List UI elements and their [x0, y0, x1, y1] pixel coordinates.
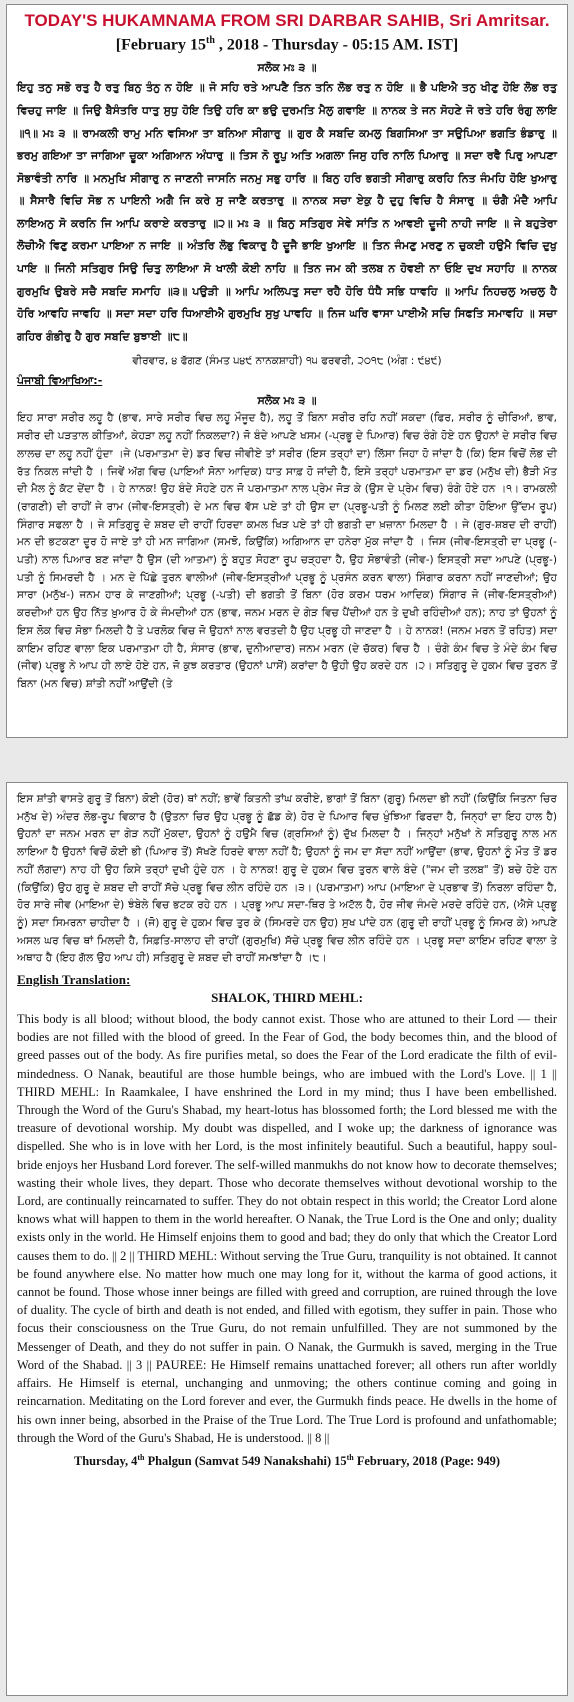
date-rest: , 2018 - Thursday - 05:15 AM. IST]	[214, 36, 459, 54]
punjabi-date-line: ਵੀਰਵਾਰ, ੪ ਫੱਗਣ (ਸੰਮਤ ੫੪੯ ਨਾਨਕਸ਼ਾਹੀ) ੧੫ ਫਰਵਰੀ, ੨੦੧੮ (ਅੰਗ : ੯੪੯)	[132, 355, 442, 368]
english-heading: SHALOK, THIRD MEHL:	[211, 990, 363, 1006]
punjabi-translation-part1: ਇਹ ਸਾਰਾ ਸਰੀਰ ਲਹੂ ਹੈ (ਭਾਵ, ਸਾਰੇ ਸਰੀਰ ਵਿਚ ਲਹੂ ਮੌਜੂਦ ਹੈ), ਲਹੂ ਤੋਂ ਬਿਨਾ ਸਰੀਰ ਰਹਿ ਨਹੀਂ ਸਕਦਾ (ਫਿਰ, ਸਰੀਰ ਨੂੰ ਚੀਰਿਆਂ, ਭਾਵ, ਸਰੀਰ ਦੀ ਪੜਤਾਲ ਕੀਤਿਆਂ, ਕੇਹੜਾ ਲਹੂ ਨਹੀਂ ਨਿਕਲਦਾ?) ਜੋ ਬੰਦੇ ਆਪਣੇ ਖਸਮ (-ਪ੍ਰਭੂ ਦੇ ਪਿਆਰ) ਵਿਚ ਰੰਗੇ ਹੋਏ ਹਨ ਉਹਨਾਂ ਦੇ ਸਰੀਰ ਵਿਚ ਲਾਲਚ ਦਾ ਲਹੂ ਨਹੀਂ ਹੁੰਦਾ ।ਜੇ (ਪਰਮਾਤਮਾ ਦੇ) ਡਰ ਵਿਚ ਜੀਵੀਏ ਤਾਂ ਸਰੀਰ (ਇਸ ਤਰ੍ਹਾਂ ਦਾ) ਲਿੱਸਾ ਜਿਹਾ ਹੋ ਜਾਂਦਾ ਹੈ (ਕਿ) ਇਸ ਵਿਚੋਂ ਲੋਭ ਦੀ ਰੱਤ ਨਿਕਲ ਜਾਂਦੀ ਹੈ । ਜਿਵੇਂ ਅੱਗ ਵਿਚ (ਪਾਇਆਂ ਸੋਨਾ ਆਦਿਕ) ਧਾਤ ਸਾਫ਼ ਹੋ ਜਾਂਦੀ ਹੈ, ਇਸੇ ਤਰ੍ਹਾਂ ਪਰਮਾਤਮਾ ਦਾ ਡਰ (ਮਨੁੱਖ ਦੀ) ਭੈੜੀ ਮੱਤ ਦੀ ਮੈਲ ਨੂੰ ਕੱਟ ਦੇਂਦਾ ਹੈ । ਹੇ ਨਾਨਕ! ਉਹ ਬੰਦੇ ਸੋਹਣੇ ਹਨ ਜੋ ਪਰਮਾਤਮਾ ਨਾਲ ਪ੍ਰੇਮ ਜੋੜ ਕੇ (ਉਸ ਦੇ ਪ੍ਰੇਮ ਵਿਚ) ਰੰਗੇ ਹੋਏ ਹਨ ।੧। ਰਾਮਕਲੀ (ਰਾਗਣੀ) ਦੀ ਰਾਹੀਂ ਜੇ ਰਾਮ (ਜੀਵ-ਇਸਤ੍ਰੀ) ਦੇ ਮਨ ਵਿਚ ਵੱਸ ਪਏ ਤਾਂ ਹੀ ਉਸ ਦਾ (ਪ੍ਰਭੂ-ਪਤੀ ਨੂੰ ਮਿਲਣ ਲਈ ਕੀਤਾ ਹੋਇਆ ਉੱਦਮ ਰੂਪ) ਸਿੰਗਾਰ ਸਫਲਾ ਹੈ । ਜੇ ਸਤਿਗੁਰੂ ਦੇ ਸ਼ਬਦ ਦੀ ਰਾਹੀਂ ਹਿਰਦਾ ਕਮਲ ਖਿੜ ਪਏ ਤਾਂ ਹੀ ਭਗਤੀ ਦਾ ਖ਼ਜ਼ਾਨਾ ਮਿਲਦਾ ਹੈ । ਜੇ (ਗੁਰ-ਸ਼ਬਦ ਦੀ ਰਾਹੀਂ) ਮਨ ਦੀ ਭਟਕਣਾ ਦੂਰ ਹੋ ਜਾਏ ਤਾਂ ਹੀ ਮਨ ਜਾਗਿਆ (ਸਮਝੋ, ਕਿਉਂਕਿ) ਅਗਿਆਨ ਦਾ ਹਨੇਰਾ ਮੁੱਕ ਜਾਂਦਾ ਹੈ । ਜਿਸ (ਜੀਵ-ਇਸਤ੍ਰੀ ਦਾ ਪ੍ਰਭੂ (-ਪਤੀ) ਨਾਲ ਪਿਆਰ ਬਣ ਜਾਂਦਾ ਹੈ ਉਸ (ਦੀ ਆਤਮਾ) ਨੂੰ ਬਹੁਤ ਸੋਹਣਾ ਰੂਪ ਚੜ੍ਹਦਾ ਹੈ, ਉਹ ਸੋਭਾਵੰਤੀ (ਜੀਵ-) ਇਸਤ੍ਰੀ ਸਦਾ ਆਪਣੇ (ਪ੍ਰਭੂ-) ਪਤੀ ਨੂੰ ਸਿਮਰਦੀ ਹੈ । ਮਨ ਦੇ ਪਿੱਛੇ ਤੁਰਨ ਵਾਲੀਆਂ (ਜੀਵ-ਇਸਤ੍ਰੀਆਂ ਪ੍ਰਭੂ ਨੂੰ ਪ੍ਰਸੰਨ ਕਰਨ ਵਾਲਾ) ਸਿੰਗਾਰ ਕਰਨਾ ਨਹੀਂ ਜਾਣਦੀਆਂ; ਉਹ ਸਾਰਾ (ਮਨੁੱਖ-) ਜਨਮ ਹਾਰ ਕੇ ਜਾਣਗੀਆਂ; ਪ੍ਰਭੂ (-ਪਤੀ) ਦੀ ਭਗਤੀ ਤੋਂ ਬਿਨਾ (ਹੋਰ ਕਰਮ ਧਰਮ ਆਦਿਕ) ਸਿੰਗਾਰ ਜੋ (ਜੀਵ-ਇਸਤ੍ਰੀਆਂ) ਕਰਦੀਆਂ ਹਨ ਉਹ ਨਿੱਤ ਖ਼ੁਆਰ ਹੋ ਕੇ ਜੰਮਦੀਆਂ ਹਨ (ਭਾਵ, ਜਨਮ ਮਰਨ ਦੇ ਗੇੜ ਵਿਚ ਪੈਂਦੀਆਂ ਹਨ ਤੇ ਦੁਖੀ ਰਹਿੰਦੀਆਂ ਹਨ); ਨਾਹ ਤਾਂ ਉਹਨਾਂ ਨੂੰ ਇਸ ਲੋਕ ਵਿਚ ਸੋਭਾ ਮਿਲਦੀ ਹੈ ਤੇ ਪਰਲੋਕ ਵਿਚ ਜੋ ਉਹਨਾਂ ਨਾਲ ਵਰਤਦੀ ਹੈ ਉਹ ਪ੍ਰਭੂ ਹੀ ਜਾਣਦਾ ਹੈ । ਹੇ ਨਾਨਕ! (ਜਨਮ ਮਰਨ ਤੋਂ ਰਹਿਤ) ਸਦਾ ਕਾਇਮ ਰਹਿਣ ਵਾਲਾ ਇਕ ਪਰਮਾਤਮਾ ਹੀ ਹੈ, ਸੰਸਾਰ (ਭਾਵ, ਦੁਨੀਆਦਾਰ) ਜਨਮ ਮਰਨ (ਦੇ ਚੱਕਰ) ਵਿਚ ਹੈ । ਚੰਗੇ ਕੰਮ ਵਿਚ ਤੇ ਮੰਦੇ ਕੰਮ ਵਿਚ (ਜੀਵ) ਪ੍ਰਭੂ ਨੇ ਆਪ ਹੀ ਲਾਏ ਹੋਏ ਹਨ, ਜੋ ਕੁਝ ਕਰਤਾਰ (ਉਹਨਾਂ ਪਾਸੋਂ) ਕਰਾਂਦਾ ਹੈ ਉਹੀ ਉਹ ਕਰਦੇ ਹਨ ।੨। ਸਤਿਗੁਰੂ ਦੇ ਹੁਕਮ ਵਿਚ ਤੁਰਨ ਤੋਂ ਬਿਨਾ (ਮਨ ਵਿਚ) ਸ਼ਾਂਤੀ ਨਹੀਂ ਆਉਂਦੀ (ਤੇ	[17, 412, 557, 690]
punjabi-translation-label: ਪੰਜਾਬੀ ਵਿਆਖਿਆ:-	[17, 374, 103, 388]
footer-rest: February, 2018 (Page: 949)	[353, 1454, 500, 1469]
page-title: TODAY'S HUKAMNAMA FROM SRI DARBAR SAHIB, Sri Amritsar.	[24, 11, 550, 30]
english-date-footer	[17, 1453, 557, 1469]
gurbani-heading: ਸਲੋਕ ਮਃ ੩ ॥	[257, 61, 317, 75]
footer-sup-1: th	[137, 1452, 145, 1462]
hukamnama-panel-top	[6, 4, 568, 738]
hukamnama-panel-bottom	[6, 782, 568, 1696]
english-translation-label: English Translation:	[17, 972, 131, 988]
date-subtitle	[17, 31, 557, 55]
footer-middle: Phalgun (Samvat 549 Nanakshahi) 15	[144, 1454, 347, 1469]
punjabi-translation-heading: ਸਲੋਕ ਮਃ ੩ ॥	[257, 394, 317, 408]
gurbani-text: ਇਹੁ ਤਨੁ ਸਭੋ ਰਤੁ ਹੈ ਰਤੁ ਬਿਨੁ ਤੰਨੁ ਨ ਹੋਇ ॥ ਜੋ ਸਹਿ ਰਤੇ ਆਪਣੈ ਤਿਨ ਤਨਿ ਲੋਭ ਰਤੁ ਨ ਹੋਇ ॥ ਭੈ ਪਇਐ ਤਨੁ ਖੀਣੁ ਹੋਇ ਲੋਭ ਰਤੁ ਵਿਚਹੁ ਜਾਇ ॥ ਜਿਉ ਬੈਸੰਤਰਿ ਧਾਤੁ ਸੁਧੁ ਹੋਇ ਤਿਉ ਹਰਿ ਕਾ ਭਉ ਦੁਰਮਤਿ ਮੈਲੁ ਗਵਾਇ ॥ ਨਾਨਕ ਤੇ ਜਨ ਸੋਹਣੇ ਜੋ ਰਤੇ ਹਰਿ ਰੰਗੁ ਲਾਇ ॥੧॥ ਮਃ ੩ ॥ ਰਾਮਕਲੀ ਰਾਮੁ ਮਨਿ ਵਸਿਆ ਤਾ ਬਨਿਆ ਸੀਗਾਰੁ ॥ ਗੁਰ ਕੈ ਸਬਦਿ ਕਮਲੁ ਬਿਗਸਿਆ ਤਾ ਸਉਪਿਆ ਭਗਤਿ ਭੰਡਾਰੁ ॥ ਭਰਮੁ ਗਇਆ ਤਾ ਜਾਗਿਆ ਚੂਕਾ ਅਗਿਆਨ ਅੰਧਾਰੁ ॥ ਤਿਸ ਨੋ ਰੂਪੁ ਅਤਿ ਅਗਲਾ ਜਿਸੁ ਹਰਿ ਨਾਲਿ ਪਿਆਰੁ ॥ ਸਦਾ ਰਵੈ ਪਿਰੁ ਆਪਣਾ ਸੋਭਾਵੰਤੀ ਨਾਰਿ ॥ ਮਨਮੁਖਿ ਸੀਗਾਰੁ ਨ ਜਾਣਨੀ ਜਾਸਨਿ ਜਨਮੁ ਸਭੁ ਹਾਰਿ ॥ ਬਿਨੁ ਹਰਿ ਭਗਤੀ ਸੀਗਾਰੁ ਕਰਹਿ ਨਿਤ ਜੰਮਹਿ ਹੋਇ ਖੁਆਰੁ ॥ ਸੈਸਾਰੈ ਵਿਚਿ ਸੋਭ ਨ ਪਾਇਨੀ ਅਗੈ ਜਿ ਕਰੇ ਸੁ ਜਾਣੈ ਕਰਤਾਰੁ ॥ ਨਾਨਕ ਸਚਾ ਏਕੁ ਹੈ ਦੁਹੁ ਵਿਚਿ ਹੈ ਸੰਸਾਰੁ ॥ ਚੰਗੈ ਮੰਦੈ ਆਪਿ ਲਾਇਅਨੁ ਸੋ ਕਰਨਿ ਜਿ ਆਪਿ ਕਰਾਏ ਕਰਤਾਰੁ ॥੨॥ ਮਃ ੩ ॥ ਬਿਨੁ ਸਤਿਗੁਰ ਸੇਵੇ ਸਾਂਤਿ ਨ ਆਵਈ ਦੂਜੀ ਨਾਹੀ ਜਾਇ ॥ ਜੇ ਬਹੁਤੇਰਾ ਲੋਚੀਐ ਵਿਣੁ ਕਰਮਾ ਪਾਇਆ ਨ ਜਾਇ ॥ ਅੰਤਰਿ ਲੋਭੁ ਵਿਕਾਰੁ ਹੈ ਦੂਜੈ ਭਾਇ ਖੁਆਇ ॥ ਤਿਨ ਜੰਮਣੁ ਮਰਣੁ ਨ ਚੁਕਈ ਹਉਮੈ ਵਿਚਿ ਦੁਖੁ ਪਾਇ ॥ ਜਿਨੀ ਸਤਿਗੁਰ ਸਿਉ ਚਿਤੁ ਲਾਇਆ ਸੋ ਖਾਲੀ ਕੋਈ ਨਾਹਿ ॥ ਤਿਨ ਜਮ ਕੀ ਤਲਬ ਨ ਹੋਵਈ ਨਾ ਓਇ ਦੁਖ ਸਹਾਹਿ ॥ ਨਾਨਕ ਗੁਰਮੁਖਿ ਉਬਰੇ ਸਚੈ ਸਬਦਿ ਸਮਾਹਿ ॥੩॥ ਪਉੜੀ ॥ ਆਪਿ ਅਲਿਪਤੁ ਸਦਾ ਰਹੈ ਹੋਰਿ ਧੰਧੈ ਸਭਿ ਧਾਵਹਿ ॥ ਆਪਿ ਨਿਹਚਲੁ ਅਚਲੁ ਹੈ ਹੋਰਿ ਆਵਹਿ ਜਾਵਹਿ ॥ ਸਦਾ ਸਦਾ ਹਰਿ ਧਿਆਈਐ ਗੁਰਮੁਖਿ ਸੁਖੁ ਪਾਵਹਿ ॥ ਨਿਜ ਘਰਿ ਵਾਸਾ ਪਾਈਐ ਸਚਿ ਸਿਫਤਿ ਸਮਾਵਹਿ ॥ ਸਚਾ ਗਹਿਰ ਗੰਭੀਰੁ ਹੈ ਗੁਰ ਸਬਦਿ ਬੁਝਾਈ ॥੮॥	[17, 81, 557, 343]
punjabi-translation-part2: ਇਸ ਸ਼ਾਂਤੀ ਵਾਸਤੇ ਗੁਰੂ ਤੋਂ ਬਿਨਾ) ਕੋਈ (ਹੋਰ) ਥਾਂ ਨਹੀਂ; ਭਾਵੇਂ ਕਿਤਨੀ ਤਾਂਘ ਕਰੀਏ, ਭਾਗਾਂ ਤੋਂ ਬਿਨਾ (ਗੁਰੂ) ਮਿਲਦਾ ਭੀ ਨਹੀਂ (ਕਿਉਂਕਿ ਜਿਤਨਾ ਚਿਰ ਮਨੁੱਖ ਦੇ) ਅੰਦਰ ਲੋਭ-ਰੂਪ ਵਿਕਾਰ ਹੈ (ਉਤਨਾ ਚਿਰ ਉਹ ਪ੍ਰਭੂ ਨੂੰ ਛੱਡ ਕੇ) ਹੋਰ ਦੇ ਪਿਆਰ ਵਿਚ ਖੁੰਝਿਆ ਫਿਰਦਾ ਹੈ, ਜਿਨ੍ਹਾਂ ਦਾ ਇਹ ਹਾਲ ਹੈ) ਉਹਨਾਂ ਦਾ ਜਨਮ ਮਰਨ ਦਾ ਗੇੜ ਨਹੀਂ ਮੁੱਕਦਾ, ਉਹਨਾਂ ਨੂੰ ਹਉਮੈ ਵਿਚ (ਗ੍ਰਸਿਆਂ ਨੂੰ) ਦੁੱਖ ਮਿਲਦਾ ਹੈ । ਜਿਨ੍ਹਾਂ ਮਨੁੱਖਾਂ ਨੇ ਸਤਿਗੁਰੂ ਨਾਲ ਮਨ ਲਾਇਆ ਹੈ ਉਹਨਾਂ ਵਿਚੋਂ ਕੋਈ ਭੀ (ਪਿਆਰ ਤੋਂ) ਸੱਖਣੇ ਹਿਰਦੇ ਵਾਲਾ ਨਹੀਂ ਹੈ; ਉਹਨਾਂ ਨੂੰ ਜਮ ਦਾ ਸੱਦਾ ਨਹੀਂ ਆਉਂਦਾ (ਭਾਵ, ਉਹਨਾਂ ਨੂੰ ਮੌਤ ਤੋਂ ਡਰ ਨਹੀਂ ਲੱਗਦਾ) ਨਾਹ ਹੀ ਉਹ ਕਿਸੇ ਤਰ੍ਹਾਂ ਦੁਖੀ ਹੁੰਦੇ ਹਨ । ਹੇ ਨਾਨਕ! ਗੁਰੂ ਦੇ ਹੁਕਮ ਵਿਚ ਤੁਰਨ ਵਾਲੇ ਬੰਦੇ ("ਜਮ ਦੀ ਤਲਬ" ਤੋਂ) ਬਚੇ ਹੋਏ ਹਨ (ਕਿਉਂਕਿ) ਉਹ ਗੁਰੂ ਦੇ ਸ਼ਬਦ ਦੀ ਰਾਹੀਂ ਸੱਚੇ ਪ੍ਰਭੂ ਵਿਚ ਲੀਨ ਰਹਿੰਦੇ ਹਨ ।੩। (ਪਰਮਾਤਮਾ) ਆਪ (ਮਾਇਆ ਦੇ ਪ੍ਰਭਾਵ ਤੋਂ) ਨਿਰਲਾ ਰਹਿੰਦਾ ਹੈ, ਹੋਰ ਸਾਰੇ ਜੀਵ (ਮਾਇਆ ਦੇ) ਝੰਬੇਲੇ ਵਿਚ ਭਟਕ ਰਹੇ ਹਨ । ਪ੍ਰਭੂ ਆਪ ਸਦਾ-ਥਿਰ ਤੇ ਅਟੱਲ ਹੈ, ਹੋਰ ਜੀਵ ਜੰਮਦੇ ਮਰਦੇ ਰਹਿੰਦੇ ਹਨ, (ਐਸੇ ਪ੍ਰਭੂ ਨੂੰ) ਸਦਾ ਸਿਮਰਨਾ ਚਾਹੀਦਾ ਹੈ । (ਜੋ) ਗੁਰੂ ਦੇ ਹੁਕਮ ਵਿਚ ਤੁਰ ਕੇ (ਸਿਮਰਦੇ ਹਨ ਉਹ) ਸੁਖ ਪਾਂਦੇ ਹਨ (ਗੁਰੂ ਦੀ ਰਾਹੀਂ ਪ੍ਰਭੂ ਨੂੰ ਸਿਮਰ ਕੇ) ਆਪਣੇ ਅਸਲ ਘਰ ਵਿਚ ਥਾਂ ਮਿਲਦੀ ਹੈ, ਸਿਫ਼ਤਿ-ਸਾਲਾਹ ਦੀ ਰਾਹੀਂ (ਗੁਰਮੁਖਿ) ਸੱਚੇ ਪ੍ਰਭੂ ਵਿਚ ਲੀਨ ਰਹਿੰਦੇ ਹਨ । ਪ੍ਰਭੂ ਸਦਾ ਕਾਇਮ ਰਹਿਣ ਵਾਲਾ ਤੇ ਅਥਾਹ ਹੈ (ਇਹ ਗੱਲ ਉਹ ਆਪ ਹੀ) ਸਤਿਗੁਰੂ ਦੇ ਸ਼ਬਦ ਦੀ ਰਾਹੀਂ ਸਮਝਾਂਦਾ ਹੈ ।੮।	[17, 793, 557, 965]
date-prefix: [February 15	[115, 36, 206, 54]
footer-sup-2: th	[346, 1452, 354, 1462]
date-suffix-sup: th	[206, 35, 215, 46]
english-translation-text: This body is all blood; without blood, the body cannot exist. Those who are attuned to their Lord — their bodies are not filled with the blood of greed. In the Fear of God, the body becomes thin, and the blood of greed passes out of the body. As fire purifies metal, so does the Fear of the Lord eradicate the filth of evil-mindedness. O Nanak, beautiful are those humble beings, who are imbued with the Lord's Love. || 1 || THIRD MEHL: In Raamkalee, I have enshrined the Lord in my mind; thus I have been embellished. Through the Word of the Guru's Shabad, my heart-lotus has blossomed forth; the Lord blessed me with the treasure of devotional worship. My doubt was dispelled, and I woke up; the darkness of ignorance was dispelled. She who is in love with her Lord, is the most infinitely beautiful. Such a beautiful, happy soul-bride enjoys her Husband Lord forever. The self-willed manmukhs do not know how to decorate themselves; wasting their whole lives, they depart. Those who decorate themselves without devotional worship to the Lord, are continually reincarnated to suffer. They do not obtain respect in this world; the Creator Lord alone knows what will happen to them in the world hereafter. O Nanak, the True Lord is the One and only; duality exists only in the world. He Himself enjoins them to good and bad; they do only that which the Creator Lord causes them to do. || 2 || THIRD MEHL: Without serving the True Guru, tranquility is not obtained. It cannot be found anywhere else. No matter how much one may long for it, without the karma of good actions, it cannot be found. Those whose inner beings are filled with greed and corruption, are ruined through the love of duality. The cycle of birth and death is not ended, and filled with egotism, they suffer in pain. Those who focus their consciousness on the True Guru, do not remain unfulfilled. They are not summoned by the Messenger of Death, and they do not suffer in pain. O Nanak, the Gurmukh is saved, merging in the True Word of the Shabad. || 3 || PAUREE: He Himself remains unattached forever; all others run after worldly affairs. He Himself is eternal, unchanging and unmoving; the others continue coming and going in reincarnation. Meditating on the Lord forever and ever, the Gurmukh finds peace. He dwells in the home of his own inner being, absorbed in the Praise of the True Lord. The True Lord is profound and unfathomable; through the Word of the Guru's Shabad, He is understood. || 8 ||	[17, 1012, 558, 1445]
footer-prefix: Thursday, 4	[74, 1454, 138, 1469]
